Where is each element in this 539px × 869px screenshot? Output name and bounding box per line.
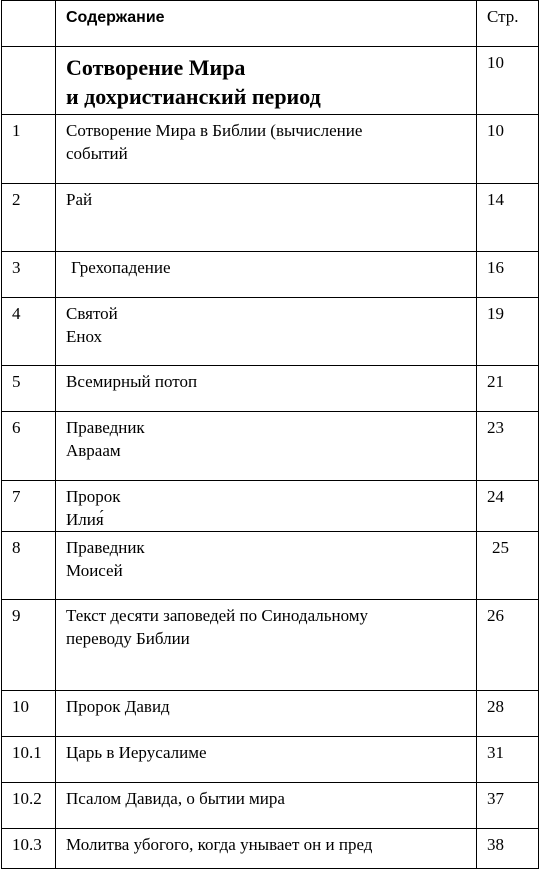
row-page: 10	[477, 115, 539, 184]
row-number: 3	[2, 252, 56, 298]
row-page: 19	[477, 298, 539, 366]
row-title-line-1: Праведник	[66, 418, 145, 437]
row-number: 7	[2, 481, 56, 532]
row-number: 5	[2, 366, 56, 412]
header-row	[2, 1, 539, 47]
row-number: 10.2	[2, 783, 56, 829]
row-title	[56, 184, 477, 252]
row-title	[56, 783, 477, 829]
toc-row	[2, 829, 539, 869]
header-title-cell	[56, 1, 477, 47]
row-title-line-2: Авраам	[66, 441, 121, 460]
toc-row	[2, 481, 539, 532]
row-title-line-2: событий	[66, 144, 128, 163]
row-title	[56, 115, 477, 184]
row-number: 9	[2, 600, 56, 691]
row-title-line-1: Текст десяти заповедей по Синодальному	[66, 606, 369, 625]
row-title-line-1: Всемирный потоп	[66, 372, 198, 391]
row-number: 8	[2, 532, 56, 600]
toc-row	[2, 115, 539, 184]
toc-row	[2, 184, 539, 252]
row-page: 23	[477, 412, 539, 481]
row-page: 26	[477, 600, 539, 691]
row-title-line-2: Моисей	[66, 561, 123, 580]
row-page-number: 25	[492, 538, 509, 557]
toc-row	[2, 366, 539, 412]
row-page: 14	[477, 184, 539, 252]
page-column-heading: Стр.	[487, 7, 519, 26]
row-title-line-1: Пророк Давид	[66, 697, 170, 716]
row-title-line-1: Праведник	[66, 538, 145, 557]
toc-row	[2, 737, 539, 783]
toc-row	[2, 691, 539, 737]
row-title-line-2: переводу Библии	[66, 629, 190, 648]
row-title-line-1: Царь в Иерусалиме	[66, 743, 207, 762]
row-title-line-2: Енох	[66, 327, 103, 346]
row-number: 10	[2, 691, 56, 737]
row-title-line-1: Святой	[66, 304, 118, 323]
section-page-cell	[477, 47, 539, 115]
toc-row	[2, 412, 539, 481]
row-title-line-1: Пророк	[66, 487, 121, 506]
header-page-cell	[477, 1, 539, 47]
row-page: 28	[477, 691, 539, 737]
section-heading-line-1: Сотворение Мира	[66, 55, 246, 80]
section-title-cell	[56, 47, 477, 115]
row-number: 2	[2, 184, 56, 252]
row-page: 21	[477, 366, 539, 412]
toc-row	[2, 783, 539, 829]
row-number: 10.3	[2, 829, 56, 869]
row-title	[56, 691, 477, 737]
row-title-line-1: Грехопадение	[71, 258, 171, 277]
row-title-line-2: Илия́	[66, 510, 104, 529]
row-page: 38	[477, 829, 539, 869]
row-title	[56, 600, 477, 691]
toc-row	[2, 532, 539, 600]
section-row	[2, 47, 539, 115]
header-num-cell	[2, 1, 56, 47]
table-of-contents	[1, 0, 539, 869]
row-number: 6	[2, 412, 56, 481]
toc-row	[2, 600, 539, 691]
row-number: 10.1	[2, 737, 56, 783]
row-title-line-1: Сотворение Мира в Библии (вычисление	[66, 121, 363, 140]
row-page: 37	[477, 783, 539, 829]
row-title	[56, 412, 477, 481]
row-number: 1	[2, 115, 56, 184]
section-num-cell	[2, 47, 56, 115]
row-title	[56, 366, 477, 412]
section-heading-line-2: и дохристианский период	[66, 84, 321, 109]
row-title	[56, 737, 477, 783]
contents-heading: Содержание	[66, 9, 165, 26]
row-page	[477, 532, 539, 600]
row-page: 31	[477, 737, 539, 783]
row-title-line-1: Молитва убогого, когда унывает он и пред	[66, 835, 373, 854]
toc-row	[2, 298, 539, 366]
row-title	[56, 532, 477, 600]
row-page: 24	[477, 481, 539, 532]
row-title	[56, 481, 477, 532]
row-title-line-1: Рай	[66, 190, 93, 209]
toc-row	[2, 252, 539, 298]
row-title	[56, 252, 477, 298]
row-title	[56, 298, 477, 366]
section-page-number: 10	[487, 53, 504, 72]
row-title	[56, 829, 477, 869]
row-page: 16	[477, 252, 539, 298]
row-number: 4	[2, 298, 56, 366]
row-title-line-1: Псалом Давида, о бытии мира	[66, 789, 285, 808]
